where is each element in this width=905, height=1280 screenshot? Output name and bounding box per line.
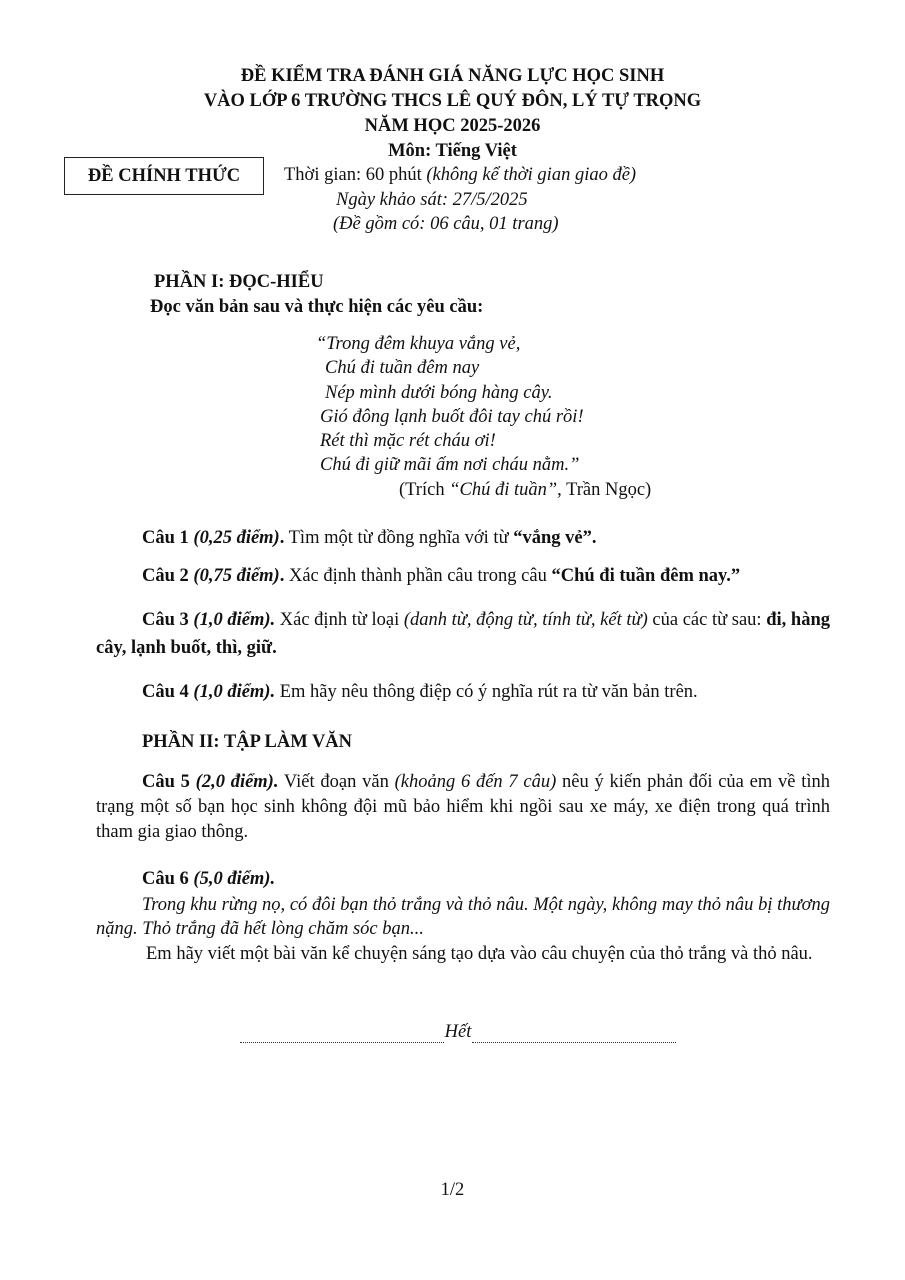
q1-dot: . bbox=[279, 528, 285, 548]
source-author: , Trần Ngọc) bbox=[557, 480, 652, 500]
q3-word-classes: (danh từ, động từ, tính từ, kết từ) bbox=[403, 610, 648, 630]
q5-label: Câu 5 bbox=[142, 772, 196, 792]
page-number: 1/2 bbox=[440, 1180, 465, 1200]
dotted-line-right bbox=[472, 1028, 676, 1043]
exam-year: NĂM HỌC 2025-2026 bbox=[364, 116, 541, 136]
q5-length: (khoảng 6 đến 7 câu) bbox=[394, 772, 557, 792]
question-3 bbox=[96, 606, 830, 662]
official-exam-label: ĐỀ CHÍNH THỨC bbox=[87, 165, 241, 186]
part1-title: PHẦN I: ĐỌC-HIỂU bbox=[154, 272, 324, 292]
q4-text: Em hãy nêu thông điệp có ý nghĩa rút ra từ văn bản trên. bbox=[275, 682, 698, 702]
source-prefix: (Trích bbox=[399, 480, 450, 500]
q2-dot: . bbox=[279, 566, 285, 586]
q6-task: Em hãy viết một bài văn kể chuyện sáng tạo dựa vào câu chuyện của thỏ trắng và thỏ nâu. bbox=[146, 944, 813, 964]
exam-subject: Môn: Tiếng Việt bbox=[388, 141, 517, 161]
poem-line-6: Chú đi giữ mãi ấm nơi cháu nằm.” bbox=[320, 455, 580, 475]
q3-words: đi, hàng cây, lạnh buốt, thì, giữ. bbox=[96, 610, 830, 658]
q5-text2: nêu ý kiến phản đối của em về tình trạng một số bạn học sinh không đội mũ bảo hiểm khi ngồi sau xe máy, xe điện trong quá trình tham gia giao thông. bbox=[96, 772, 830, 842]
end-marker bbox=[240, 1022, 676, 1043]
time-note: (không kể thời gian giao đề) bbox=[426, 165, 637, 185]
q2-label: Câu 2 bbox=[142, 566, 194, 586]
q6-label: Câu 6 bbox=[142, 869, 194, 889]
q1-text: Tìm một từ đồng nghĩa với từ bbox=[284, 528, 514, 548]
part1-instruction: Đọc văn bản sau và thực hiện các yêu cầu: bbox=[150, 297, 484, 317]
question-5 bbox=[96, 770, 830, 845]
q4-points: (1,0 điểm). bbox=[193, 682, 276, 702]
q1-word: “vắng vẻ”. bbox=[513, 528, 597, 548]
q6-points: (5,0 điểm). bbox=[193, 869, 276, 889]
question-2 bbox=[142, 566, 740, 587]
official-exam-box bbox=[64, 157, 264, 195]
poem-line-1: “Trong đêm khuya vắng vẻ, bbox=[316, 334, 521, 354]
end-text: Hết bbox=[444, 1022, 472, 1042]
q2-text: Xác định thành phần câu trong câu bbox=[284, 566, 552, 586]
exam-date: Ngày khảo sát: 27/5/2025 bbox=[336, 190, 528, 210]
q5-text: Viết đoạn văn bbox=[278, 772, 395, 792]
exam-title-line1: ĐỀ KIỂM TRA ĐÁNH GIÁ NĂNG LỰC HỌC SINH bbox=[240, 66, 665, 86]
time-text: Thời gian: 60 phút bbox=[284, 165, 427, 185]
q1-points: (0,25 điểm) bbox=[193, 528, 280, 548]
poem-source bbox=[399, 480, 651, 501]
q2-sentence: “Chú đi tuần đêm nay.” bbox=[551, 566, 741, 586]
question-1 bbox=[142, 528, 596, 549]
poem-line-5: Rét thì mặc rét cháu ơi! bbox=[320, 431, 496, 451]
q3-text2: của các từ sau: bbox=[647, 610, 767, 630]
q1-label: Câu 1 bbox=[142, 528, 194, 548]
question-6-heading bbox=[142, 869, 275, 890]
q4-label: Câu 4 bbox=[142, 682, 194, 702]
q3-text: Xác định từ loại bbox=[275, 610, 404, 630]
poem-line-4: Gió đông lạnh buốt đôi tay chú rồi! bbox=[320, 407, 584, 427]
exam-time bbox=[284, 165, 636, 186]
q2-points: (0,75 điểm) bbox=[193, 566, 280, 586]
poem-line-2: Chú đi tuần đêm nay bbox=[325, 358, 480, 378]
part2-title: PHẦN II: TẬP LÀM VĂN bbox=[142, 732, 353, 752]
q6-prompt: Trong khu rừng nọ, có đôi bạn thỏ trắng và thỏ nâu. Một ngày, không may thỏ nâu bị thương nặng. Thỏ trắng đã hết lòng chăm sóc bạn... bbox=[96, 895, 830, 939]
source-title: “Chú đi tuần” bbox=[449, 480, 558, 500]
q3-label: Câu 3 bbox=[142, 610, 194, 630]
question-4 bbox=[142, 682, 698, 703]
q3-points: (1,0 điểm). bbox=[193, 610, 276, 630]
q5-points: (2,0 điểm). bbox=[195, 772, 279, 792]
poem-line-3: Nép mình dưới bóng hàng cây. bbox=[325, 383, 553, 403]
exam-composition: (Đề gồm có: 06 câu, 01 trang) bbox=[333, 214, 559, 234]
exam-title-line2: VÀO LỚP 6 TRƯỜNG THCS LÊ QUÝ ĐÔN, LÝ TỰ TRỌNG bbox=[203, 91, 702, 111]
dotted-line-left bbox=[240, 1028, 444, 1043]
